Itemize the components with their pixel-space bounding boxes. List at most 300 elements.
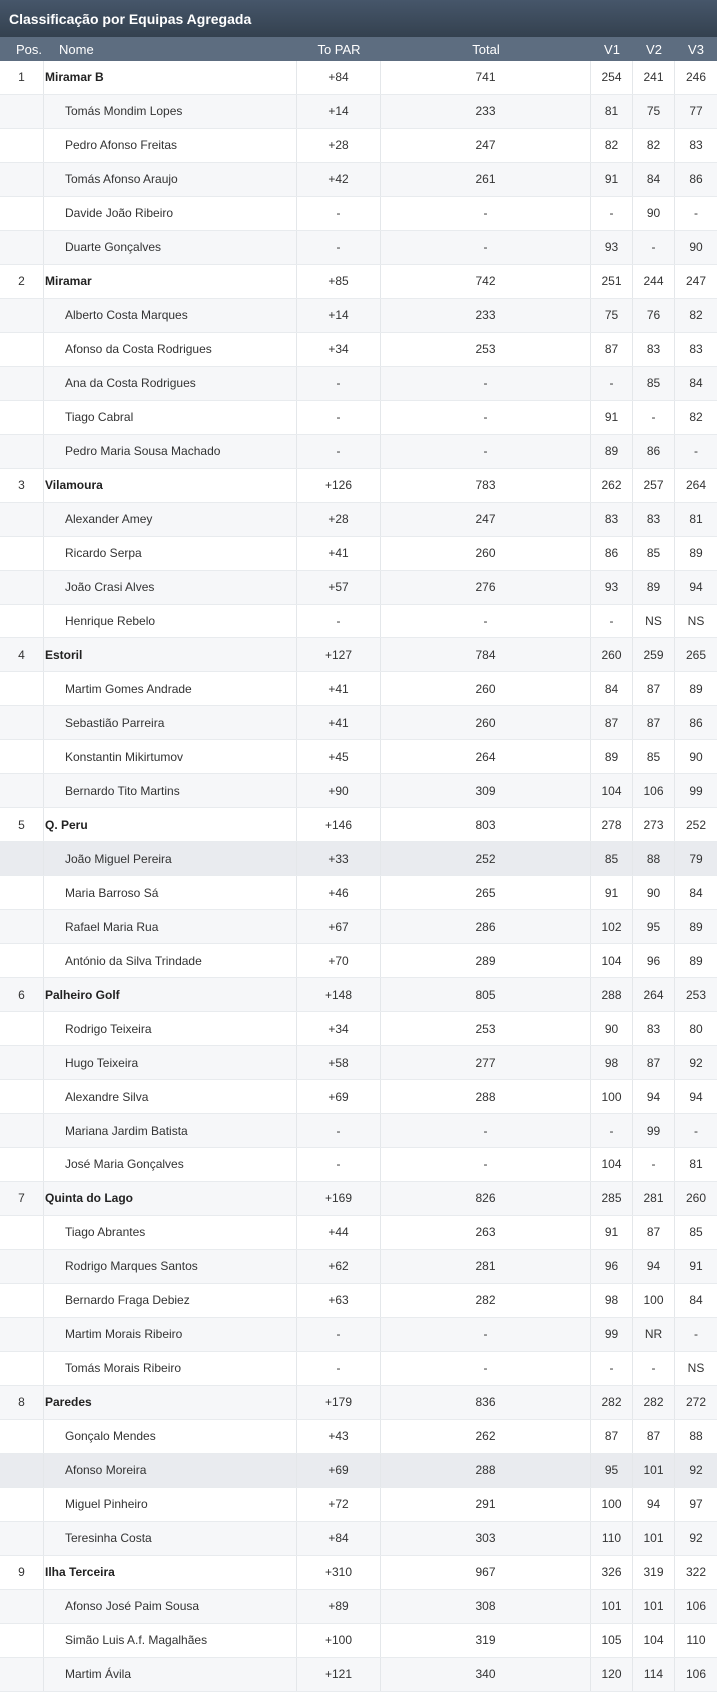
player-row[interactable] [0, 129, 717, 163]
cell-v1: 98 [591, 1046, 633, 1079]
player-row[interactable] [0, 1658, 717, 1692]
cell-v3: - [694, 1123, 698, 1138]
player-row[interactable] [0, 1080, 717, 1114]
cell-name: Afonso José Paim Sousa [44, 1590, 297, 1623]
cell-v2: 114 [633, 1658, 675, 1691]
cell-pos [0, 1420, 44, 1453]
cell-to-par: +69 [297, 1454, 381, 1487]
cell-pos [0, 1590, 44, 1623]
cell-to-par: +62 [297, 1250, 381, 1283]
cell-name: Vilamoura [44, 469, 297, 502]
cell-to-par: - [297, 1114, 381, 1147]
cell-total: - [381, 435, 591, 468]
team-row[interactable] [0, 469, 717, 503]
cell-v1: 85 [591, 842, 633, 875]
cell-total: 281 [381, 1250, 591, 1283]
cell-name: Alexander Amey [44, 503, 297, 536]
cell-v3: 81 [689, 1157, 703, 1172]
cell-v3: - [694, 444, 698, 459]
cell-v1: 86 [591, 537, 633, 570]
cell-to-par: +44 [297, 1216, 381, 1249]
cell-v2: 88 [633, 842, 675, 875]
cell-name: Bernardo Fraga Debiez [44, 1284, 297, 1317]
standings-table [0, 61, 717, 1692]
player-row[interactable] [0, 1250, 717, 1284]
cell-pos [0, 95, 44, 128]
cell-to-par: +84 [297, 61, 381, 94]
cell-name: João Miguel Pereira [44, 842, 297, 875]
cell-total: 260 [381, 672, 591, 705]
cell-name: Tiago Cabral [44, 401, 297, 434]
cell-pos [0, 537, 44, 570]
cell-name: Alexandre Silva [44, 1080, 297, 1113]
player-row[interactable] [0, 672, 717, 706]
cell-v2: 87 [633, 706, 675, 739]
cell-v3: 106 [685, 1667, 707, 1682]
player-row[interactable] [0, 910, 717, 944]
player-row[interactable] [0, 1012, 717, 1046]
cell-v2: 259 [633, 638, 675, 671]
player-row[interactable] [0, 1318, 717, 1352]
cell-total: 247 [381, 129, 591, 162]
player-row[interactable] [0, 537, 717, 571]
player-row[interactable] [0, 163, 717, 197]
cell-v3: 89 [689, 953, 703, 968]
cell-pos [0, 1012, 44, 1045]
header-v3[interactable]: V3 [688, 41, 704, 57]
cell-v2: 99 [633, 1114, 675, 1147]
cell-total: 340 [381, 1658, 591, 1691]
cell-name: Konstantin Mikirtumov [44, 740, 297, 773]
cell-to-par: +14 [297, 299, 381, 332]
header-total[interactable]: Total [472, 41, 500, 57]
player-row[interactable] [0, 1216, 717, 1250]
player-row[interactable] [0, 333, 717, 367]
player-row[interactable] [0, 401, 717, 435]
cell-v3: 91 [689, 1259, 703, 1274]
cell-total: 253 [381, 1012, 591, 1045]
team-row[interactable] [0, 808, 717, 842]
cell-v1: 89 [591, 740, 633, 773]
cell-v1: 288 [591, 978, 633, 1011]
header-v2[interactable]: V2 [646, 41, 662, 57]
cell-v3: 80 [689, 1021, 703, 1036]
cell-name: Pedro Maria Sousa Machado [44, 435, 297, 468]
cell-v2: 89 [633, 571, 675, 604]
cell-v1: 91 [591, 163, 633, 196]
cell-pos [0, 401, 44, 434]
cell-v1: - [591, 1114, 633, 1147]
cell-name: Palheiro Golf [44, 978, 297, 1011]
cell-v3: 272 [685, 1395, 707, 1410]
cell-v2: 83 [633, 1012, 675, 1045]
cell-name: Rodrigo Teixeira [44, 1012, 297, 1045]
cell-v1: 105 [591, 1624, 633, 1657]
cell-pos: 8 [0, 1386, 44, 1419]
cell-v3: 247 [685, 274, 707, 289]
cell-v1: 91 [591, 876, 633, 909]
cell-v1: 104 [591, 1148, 633, 1181]
cell-v1: 251 [591, 265, 633, 298]
cell-name: Bernardo Tito Martins [44, 774, 297, 807]
cell-v2: 244 [633, 265, 675, 298]
cell-to-par: +84 [297, 1522, 381, 1555]
cell-v3: 82 [689, 308, 703, 323]
player-row[interactable] [0, 740, 717, 774]
cell-v1: 99 [591, 1318, 633, 1351]
cell-total: 286 [381, 910, 591, 943]
team-row[interactable] [0, 638, 717, 672]
cell-pos [0, 1250, 44, 1283]
cell-total: 783 [381, 469, 591, 502]
cell-v3: NS [687, 1361, 705, 1376]
cell-v2: 94 [633, 1250, 675, 1283]
table-header [0, 37, 717, 61]
cell-v2: NS [633, 605, 675, 638]
player-row[interactable] [0, 1590, 717, 1624]
cell-v1: 95 [591, 1454, 633, 1487]
cell-to-par: +146 [297, 808, 381, 841]
cell-to-par: +43 [297, 1420, 381, 1453]
cell-name: Martim Gomes Andrade [44, 672, 297, 705]
cell-name: Miramar B [44, 61, 297, 94]
player-row[interactable] [0, 197, 717, 231]
cell-v1: - [591, 367, 633, 400]
cell-v1: - [591, 1352, 633, 1385]
player-row[interactable] [0, 95, 717, 129]
cell-pos [0, 571, 44, 604]
team-row[interactable] [0, 61, 717, 95]
cell-to-par: +310 [297, 1556, 381, 1589]
cell-v2: 101 [633, 1522, 675, 1555]
cell-to-par: +148 [297, 978, 381, 1011]
player-row[interactable] [0, 435, 717, 469]
cell-v3: 246 [685, 70, 707, 85]
cell-to-par: +69 [297, 1080, 381, 1113]
cell-v1: 120 [591, 1658, 633, 1691]
cell-v1: 260 [591, 638, 633, 671]
player-row[interactable] [0, 1420, 717, 1454]
player-row[interactable] [0, 1624, 717, 1658]
cell-total: 247 [381, 503, 591, 536]
cell-total: 742 [381, 265, 591, 298]
cell-total: 233 [381, 95, 591, 128]
cell-v2: 87 [633, 672, 675, 705]
cell-v2: 273 [633, 808, 675, 841]
player-row[interactable] [0, 299, 717, 333]
cell-pos: 9 [0, 1556, 44, 1589]
cell-v1: 104 [591, 774, 633, 807]
cell-v3: 252 [685, 817, 707, 832]
cell-to-par: +46 [297, 876, 381, 909]
cell-total: 741 [381, 61, 591, 94]
cell-v2: 75 [633, 95, 675, 128]
cell-to-par: +72 [297, 1488, 381, 1521]
cell-v1: 102 [591, 910, 633, 943]
cell-name: Alberto Costa Marques [44, 299, 297, 332]
cell-v1: 262 [591, 469, 633, 502]
cell-to-par: +121 [297, 1658, 381, 1691]
cell-total: 277 [381, 1046, 591, 1079]
cell-to-par: +169 [297, 1182, 381, 1215]
cell-total: - [381, 1114, 591, 1147]
cell-total: 288 [381, 1080, 591, 1113]
cell-v3: 94 [689, 580, 703, 595]
cell-to-par: - [297, 367, 381, 400]
cell-v2: 85 [633, 367, 675, 400]
cell-total: - [381, 1148, 591, 1181]
cell-v1: 87 [591, 333, 633, 366]
cell-pos [0, 774, 44, 807]
cell-pos [0, 129, 44, 162]
cell-v1: 326 [591, 1556, 633, 1589]
player-row[interactable] [0, 876, 717, 910]
cell-v2: 101 [633, 1590, 675, 1623]
cell-total: 262 [381, 1420, 591, 1453]
cell-total: 260 [381, 706, 591, 739]
cell-v2: - [633, 231, 675, 264]
team-row[interactable] [0, 1386, 717, 1420]
player-row[interactable] [0, 605, 717, 639]
cell-v1: 100 [591, 1488, 633, 1521]
cell-total: 252 [381, 842, 591, 875]
cell-to-par: +42 [297, 163, 381, 196]
cell-total: - [381, 1318, 591, 1351]
cell-pos [0, 1046, 44, 1079]
cell-v2: - [633, 1148, 675, 1181]
player-row[interactable] [0, 1522, 717, 1556]
cell-total: 288 [381, 1454, 591, 1487]
player-row[interactable] [0, 706, 717, 740]
cell-v2: 319 [633, 1556, 675, 1589]
cell-total: - [381, 231, 591, 264]
cell-name: Tomás Afonso Araujo [44, 163, 297, 196]
cell-v3: 81 [689, 512, 703, 527]
player-row[interactable] [0, 944, 717, 978]
cell-pos [0, 1658, 44, 1691]
cell-name: Duarte Gonçalves [44, 231, 297, 264]
cell-v3: 92 [689, 1531, 703, 1546]
cell-to-par: +45 [297, 740, 381, 773]
cell-to-par: +14 [297, 95, 381, 128]
cell-v2: 100 [633, 1284, 675, 1317]
cell-total: 264 [381, 740, 591, 773]
header-v1[interactable]: V1 [604, 41, 620, 57]
cell-v2: 82 [633, 129, 675, 162]
cell-v1: 254 [591, 61, 633, 94]
cell-v1: 100 [591, 1080, 633, 1113]
cell-to-par: - [297, 1352, 381, 1385]
cell-to-par: +34 [297, 333, 381, 366]
cell-to-par: - [297, 1318, 381, 1351]
cell-v3: 83 [689, 138, 703, 153]
cell-name: João Crasi Alves [44, 571, 297, 604]
team-row[interactable] [0, 1556, 717, 1590]
cell-name: Henrique Rebelo [44, 605, 297, 638]
player-row[interactable] [0, 1454, 717, 1488]
cell-pos [0, 367, 44, 400]
player-row[interactable] [0, 1488, 717, 1522]
cell-v3: 265 [685, 647, 707, 662]
cell-name: Miguel Pinheiro [44, 1488, 297, 1521]
cell-pos: 7 [0, 1182, 44, 1215]
cell-total: 826 [381, 1182, 591, 1215]
cell-pos [0, 672, 44, 705]
cell-v3: 99 [689, 783, 703, 798]
cell-v1: 82 [591, 129, 633, 162]
cell-pos [0, 231, 44, 264]
cell-v3: 90 [689, 749, 703, 764]
cell-pos [0, 910, 44, 943]
cell-v1: 93 [591, 231, 633, 264]
cell-total: 233 [381, 299, 591, 332]
cell-v1: 75 [591, 299, 633, 332]
cell-v2: 90 [633, 197, 675, 230]
cell-v3: 86 [689, 715, 703, 730]
cell-to-par: +67 [297, 910, 381, 943]
player-row[interactable] [0, 367, 717, 401]
cell-v3: 322 [685, 1565, 707, 1580]
cell-to-par: +100 [297, 1624, 381, 1657]
cell-v2: 282 [633, 1386, 675, 1419]
cell-total: 805 [381, 978, 591, 1011]
cell-pos [0, 1454, 44, 1487]
player-row[interactable] [0, 503, 717, 537]
cell-pos: 3 [0, 469, 44, 502]
cell-v3: 88 [689, 1429, 703, 1444]
cell-name: Afonso Moreira [44, 1454, 297, 1487]
cell-v1: - [591, 605, 633, 638]
team-row[interactable] [0, 1182, 717, 1216]
cell-pos [0, 435, 44, 468]
cell-v1: 91 [591, 401, 633, 434]
player-row[interactable] [0, 571, 717, 605]
cell-v2: 94 [633, 1488, 675, 1521]
player-row[interactable] [0, 231, 717, 265]
cell-pos [0, 333, 44, 366]
cell-pos [0, 876, 44, 909]
player-row[interactable] [0, 1284, 717, 1318]
cell-v2: 104 [633, 1624, 675, 1657]
cell-total: 803 [381, 808, 591, 841]
cell-v3: 94 [689, 1089, 703, 1104]
cell-v3: 77 [689, 104, 703, 119]
cell-v3: 260 [685, 1191, 707, 1206]
cell-to-par: - [297, 231, 381, 264]
page-title: Classificação por Equipas Agregada [0, 0, 717, 37]
player-row[interactable] [0, 774, 717, 808]
cell-name: Q. Peru [44, 808, 297, 841]
cell-pos [0, 740, 44, 773]
cell-to-par: +126 [297, 469, 381, 502]
cell-v3: 92 [689, 1463, 703, 1478]
cell-total: - [381, 1352, 591, 1385]
cell-total: 967 [381, 1556, 591, 1589]
cell-total: - [381, 197, 591, 230]
cell-name: Simão Luis A.f. Magalhães [44, 1624, 297, 1657]
cell-v3: 84 [689, 1293, 703, 1308]
cell-v3: 92 [689, 1055, 703, 1070]
player-row[interactable] [0, 842, 717, 876]
cell-v2: 87 [633, 1216, 675, 1249]
cell-v1: 81 [591, 95, 633, 128]
cell-v3: 82 [689, 410, 703, 425]
header-pos[interactable]: Pos. [16, 41, 43, 57]
player-row[interactable] [0, 1352, 717, 1386]
cell-pos [0, 1216, 44, 1249]
cell-v2: 83 [633, 503, 675, 536]
cell-v3: 110 [686, 1633, 706, 1648]
cell-v1: 84 [591, 672, 633, 705]
cell-v2: 281 [633, 1182, 675, 1215]
cell-v3: - [694, 206, 698, 221]
cell-name: António da Silva Trindade [44, 944, 297, 977]
header-name[interactable]: Nome [59, 41, 94, 57]
cell-v1: 93 [591, 571, 633, 604]
cell-v2: 86 [633, 435, 675, 468]
cell-to-par: +34 [297, 1012, 381, 1045]
cell-v1: 278 [591, 808, 633, 841]
cell-v3: 106 [685, 1599, 707, 1614]
cell-v2: 85 [633, 740, 675, 773]
cell-pos [0, 605, 44, 638]
cell-pos [0, 1624, 44, 1657]
cell-name: Teresinha Costa [44, 1522, 297, 1555]
cell-v1: 98 [591, 1284, 633, 1317]
player-row[interactable] [0, 1046, 717, 1080]
player-row[interactable] [0, 1114, 717, 1148]
cell-v1: 89 [591, 435, 633, 468]
cell-v3: 253 [685, 987, 707, 1002]
team-row[interactable] [0, 978, 717, 1012]
cell-name: Estoril [44, 638, 297, 671]
cell-v2: 84 [633, 163, 675, 196]
cell-to-par: +41 [297, 706, 381, 739]
cell-name: Tomás Mondim Lopes [44, 95, 297, 128]
cell-to-par: +90 [297, 774, 381, 807]
cell-name: Maria Barroso Sá [44, 876, 297, 909]
cell-v1: 87 [591, 1420, 633, 1453]
cell-v2: 101 [633, 1454, 675, 1487]
cell-total: 260 [381, 537, 591, 570]
cell-total: 303 [381, 1522, 591, 1555]
cell-v3: 84 [689, 376, 703, 391]
cell-name: Pedro Afonso Freitas [44, 129, 297, 162]
cell-name: Tomás Morais Ribeiro [44, 1352, 297, 1385]
cell-name: Davide João Ribeiro [44, 197, 297, 230]
cell-v1: 104 [591, 944, 633, 977]
cell-to-par: +41 [297, 537, 381, 570]
header-to-par[interactable]: To PAR [317, 41, 361, 57]
cell-total: 276 [381, 571, 591, 604]
cell-pos [0, 1522, 44, 1555]
cell-v2: 90 [633, 876, 675, 909]
cell-to-par: +58 [297, 1046, 381, 1079]
cell-name: Paredes [44, 1386, 297, 1419]
cell-v3: - [694, 1327, 698, 1342]
cell-name: José Maria Gonçalves [44, 1148, 297, 1181]
cell-to-par: +63 [297, 1284, 381, 1317]
cell-pos [0, 1352, 44, 1385]
cell-v1: 96 [591, 1250, 633, 1283]
cell-v2: 96 [633, 944, 675, 977]
cell-to-par: - [297, 435, 381, 468]
cell-pos: 4 [0, 638, 44, 671]
team-row[interactable] [0, 265, 717, 299]
cell-pos [0, 1148, 44, 1181]
cell-name: Rodrigo Marques Santos [44, 1250, 297, 1283]
player-row[interactable] [0, 1148, 717, 1182]
